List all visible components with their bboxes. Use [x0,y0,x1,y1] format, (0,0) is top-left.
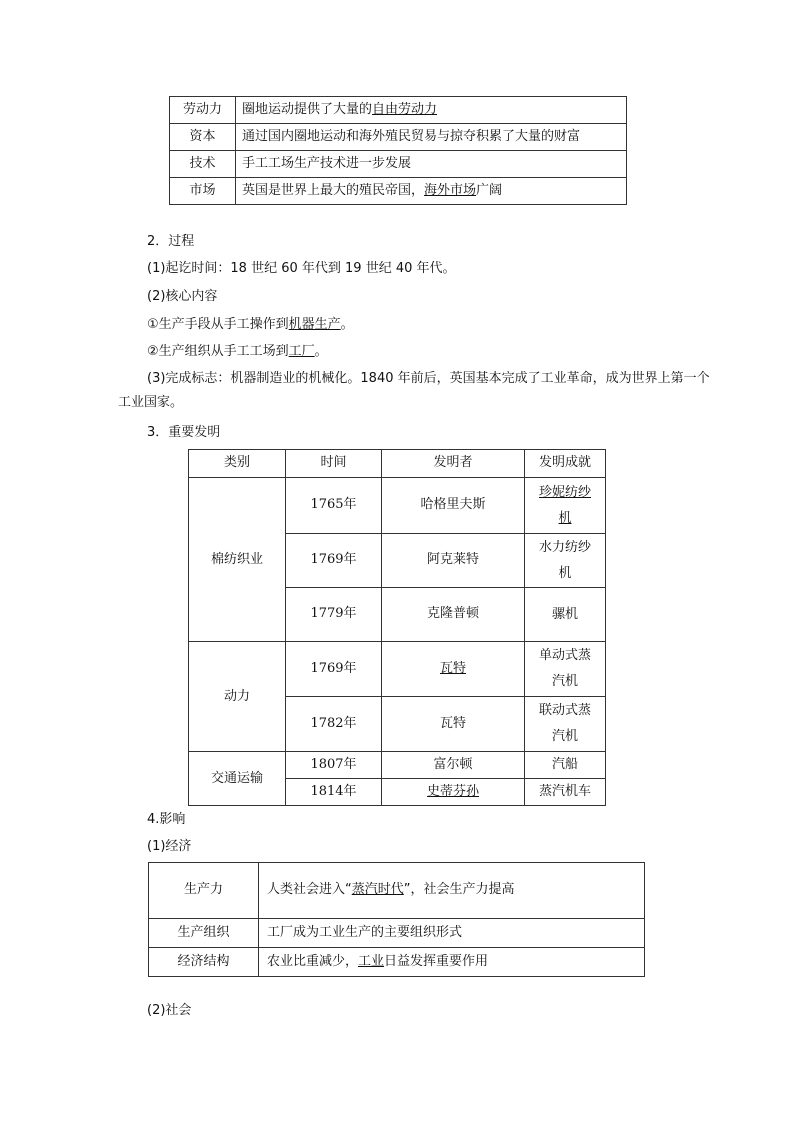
achievement-name: 单动式蒸汽机 [538,648,591,689]
condition-text: 英国是世界上最大的殖民帝国， [242,182,425,198]
achievement-cell [525,642,606,697]
impact-text-key: 工业 [358,953,385,969]
impact-row [149,948,645,977]
conditions-row [170,97,627,124]
inventor-cell [382,697,525,752]
core-heading: (2)核心内容 [147,289,218,304]
completion-text [118,367,718,415]
year-cell: 1807年 [286,752,382,779]
impact-label: 经济结构 [149,948,259,977]
inventions-header-cell: 发明成就 [525,450,606,478]
core1-key: 机器生产 [288,317,341,332]
process-heading: 2．过程 [147,234,195,249]
condition-label: 资本 [170,124,236,151]
inventions-header-cell: 发明者 [382,450,525,478]
process-time: (1)起讫时间：18 世纪 60 年代到 19 世纪 40 年代。 [147,261,456,276]
conditions-row [170,124,627,151]
core-item-2 [147,343,328,361]
inventor-name: 阿克莱特 [426,552,479,568]
society-heading: (2)社会 [147,1003,192,1018]
achievement-name: 骡机 [551,606,578,622]
core2-key: 工厂 [288,344,315,359]
condition-text: 圈地运动提供了大量的 [242,101,373,117]
impact-label: 生产组织 [149,919,259,948]
inventions-row [189,752,606,779]
inventions-header-row [189,450,606,478]
core-item-1 [147,316,354,334]
achievement-name: 珍妮纺纱机 [538,484,591,526]
inventor-name: 瓦特 [439,660,466,676]
achievement-name: 联动式蒸汽机 [538,703,591,744]
core2-end: 。 [314,344,328,359]
category-cell: 交通运输 [189,752,286,806]
impact-text-key: 蒸汽时代 [351,882,404,898]
conditions-row [170,151,627,178]
core1-end: 。 [340,317,354,332]
inventions-table [188,449,606,806]
inventions-header-cell: 类别 [189,450,286,478]
impact-text-pre: 工厂成为工业生产的主要组织形式 [267,924,463,940]
year-cell: 1769年 [286,534,382,588]
condition-key-term: 自由劳动力 [372,101,438,117]
condition-content [236,151,627,178]
inventor-name: 富尔顿 [433,756,473,772]
impact-label: 生产力 [149,863,259,919]
impact-content [259,948,645,977]
condition-content [236,178,627,205]
achievement-name: 水力纺纱机 [538,539,591,581]
inventor-cell [382,534,525,588]
inventor-name: 瓦特 [439,715,466,731]
inventions-row [189,478,606,534]
inventor-cell [382,478,525,534]
condition-text: 通过国内圈地运动和海外殖民贸易与掠夺积累了大量的财富 [242,128,581,144]
impact-text-post: ”，社会生产力提高 [403,882,515,898]
core2-text: ②生产组织从手工工场到 [147,344,289,359]
inventions-header-cell: 时间 [286,450,382,478]
condition-key-term: 海外市场 [424,182,477,198]
year-cell: 1769年 [286,642,382,697]
year-cell: 1782年 [286,697,382,752]
achievement-cell [525,779,606,806]
economy-heading: (1)经济 [147,839,192,854]
impact-text-post: 日益发挥重要作用 [384,953,489,969]
impact-heading: 4.影响 [147,812,186,827]
category-cell: 棉纺织业 [189,478,286,642]
achievement-cell [525,534,606,588]
year-cell: 1779年 [286,588,382,642]
impact-content [259,863,645,919]
condition-label: 劳动力 [170,97,236,124]
impact-text-pre: 人类社会进入“ [267,882,352,898]
impact-text-pre: 农业比重减少， [267,953,359,969]
achievement-name: 蒸汽机车 [538,784,591,799]
inventions-row [189,642,606,697]
condition-label: 市场 [170,178,236,205]
conditions-row [170,178,627,205]
impact-row [149,863,645,919]
conditions-table [169,96,627,205]
condition-content [236,97,627,124]
year-cell: 1814年 [286,779,382,806]
year-cell: 1765年 [286,478,382,534]
achievement-cell [525,478,606,534]
condition-content [236,124,627,151]
achievement-name: 汽船 [551,757,578,772]
inventor-cell [382,779,525,806]
condition-label: 技术 [170,151,236,178]
achievement-cell [525,697,606,752]
condition-text: 手工工场生产技术进一步发展 [242,155,412,171]
impact-row [149,919,645,948]
core1-text: ①生产手段从手工操作到 [147,317,289,332]
inventor-cell [382,752,525,779]
achievement-cell [525,588,606,642]
condition-tail: 广阔 [476,182,503,198]
impact-table [148,862,645,977]
inventions-heading: 3．重要发明 [147,425,221,440]
inventor-cell [382,642,525,697]
inventor-name: 哈格里夫斯 [420,497,486,513]
completion-span: (3)完成标志：机器制造业的机械化。1840 年前后，英国基本完成了工业革命，成为世界上第一个工业国家。 [118,371,710,411]
inventor-name: 克隆普顿 [426,606,479,622]
inventor-cell [382,588,525,642]
achievement-cell [525,752,606,779]
inventor-name: 史蒂芬孙 [426,783,479,799]
impact-content [259,919,645,948]
category-cell: 动力 [189,642,286,752]
